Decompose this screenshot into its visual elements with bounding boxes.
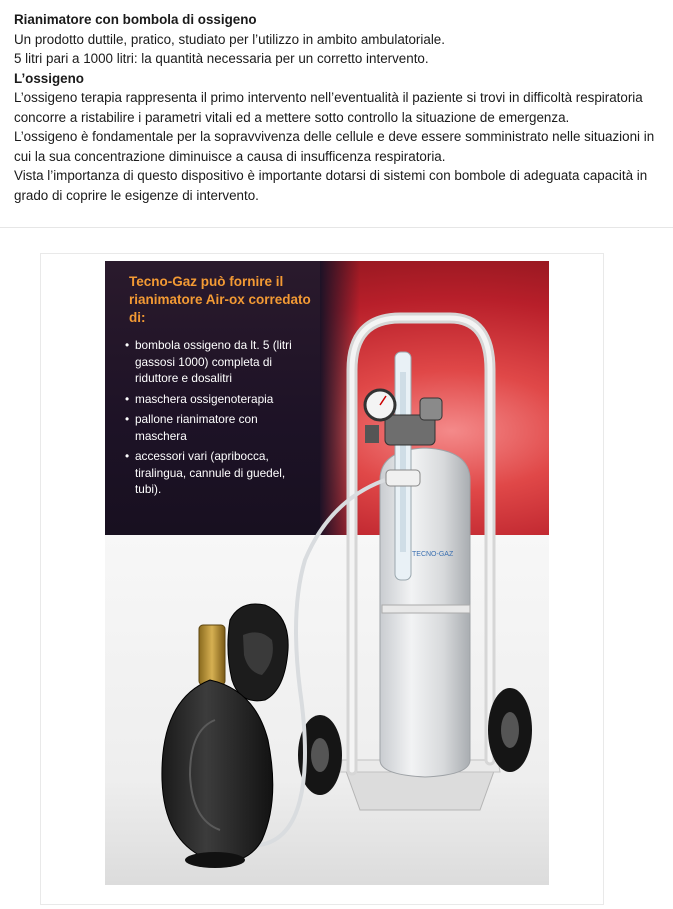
banner-item-accessories: • accessori vari (apribocca, tiralingua, cannule di guedel, tubi). (125, 448, 310, 498)
intro-line-2: 5 litri pari a 1000 litri: la quantità necessaria per un corretto intervento. (14, 51, 429, 66)
article-subheading: L’ossigeno (14, 70, 84, 86)
banner-item-balloon: • pallone rianimatore con maschera (125, 411, 310, 444)
banner-title: Tecno-Gaz può fornire il rianimatore Air-ox corredato di: (129, 274, 311, 325)
banner-item-cylinder: • bombola ossigeno da lt. 5 (litri gassosi 1000) completa di riduttore e dosalitri (125, 337, 310, 387)
paragraph-3: Vista l’importanza di questo dispositivo è importante dotarsi di sistemi con bombole di adeguata capacità in grado di coprire le esigenze di intervento. (14, 168, 648, 203)
oxygen-cylinder (380, 448, 470, 777)
paragraph-2: L’ossigeno è fondamentale per la sopravvivenza delle cellule e deve essere somministrato nelle situazioni in cui la sua concentrazione diminuisce a causa di insufficenza respiratoria. (14, 129, 655, 164)
oxygen-mask (228, 604, 288, 701)
article-heading: Rianimatore con bombola di ossigeno (14, 12, 257, 27)
banner-item-mask: • maschera ossigenoterapia (125, 391, 310, 408)
cart-wheel-right (488, 688, 532, 772)
cylinder-brand-label: TECNO-GAZ (412, 551, 454, 558)
paragraph-1: L’ossigeno terapia rappresenta il primo intervento nell’eventualità il paziente si trovi in difficoltà respiratoria concorre a ristabilire i parametri vitali ed a mettere sotto controllo la situazione de emergenza. (14, 90, 643, 125)
intro-line-1: Un prodotto duttile, pratico, studiato per l’utilizzo in ambito ambulatoriale. (14, 31, 445, 47)
